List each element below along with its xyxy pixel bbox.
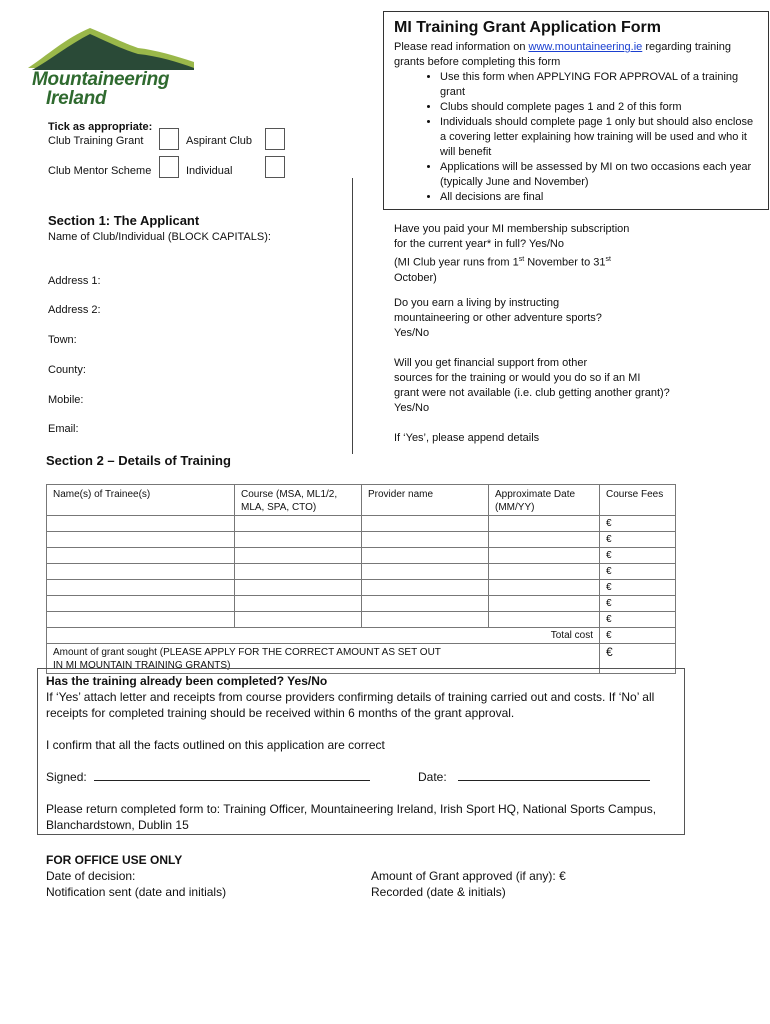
- logo-text-line-2: Ireland: [46, 88, 107, 109]
- total-cost-label: Total cost: [47, 628, 600, 644]
- club-year-sup: st: [605, 256, 611, 263]
- notification-sent-label: Notification sent (date and initials): [46, 885, 227, 899]
- total-cost-cell[interactable]: €: [600, 628, 676, 644]
- grant-sought-label: Amount of grant sought (PLEASE APPLY FOR THE CORRECT AMOUNT AS SET OUT IN MI MOUNTAIN TRAINING GRANTS): [47, 644, 600, 674]
- fee-cell[interactable]: €: [600, 548, 676, 564]
- course-cell[interactable]: [235, 564, 362, 580]
- club-training-grant-checkbox[interactable]: [159, 128, 179, 150]
- financial-support-question: [394, 356, 754, 416]
- field-address1-label: Address 1:: [48, 275, 101, 287]
- recorded-label: Recorded (date & initials): [371, 885, 506, 899]
- course-cell[interactable]: [235, 532, 362, 548]
- provider-cell[interactable]: [362, 516, 489, 532]
- course-cell[interactable]: [235, 612, 362, 628]
- field-county-label: County:: [48, 364, 86, 376]
- column-header: Course (MSA, ML1/2, MLA, SPA, CTO): [235, 485, 362, 516]
- trainee-name-cell[interactable]: [47, 612, 235, 628]
- column-header: Course Fees: [600, 485, 676, 516]
- table-row: [47, 596, 676, 612]
- trainee-name-cell[interactable]: [47, 532, 235, 548]
- fee-cell[interactable]: €: [600, 596, 676, 612]
- office-use-title: FOR OFFICE USE ONLY: [46, 853, 183, 867]
- grant-sought-cell[interactable]: €: [600, 644, 676, 674]
- training-completed-question: Has the training already been completed? Yes/No: [46, 674, 328, 688]
- club-mentor-scheme-checkbox[interactable]: [159, 156, 179, 178]
- info-bullet: • Applications will be assessed by MI on two occasions each year (typically June and November): [440, 160, 758, 190]
- form-title: MI Training Grant Application Form: [394, 19, 661, 36]
- trainee-name-cell[interactable]: [47, 548, 235, 564]
- table-row: [47, 516, 676, 532]
- table-row: [47, 612, 676, 628]
- field-town-label: Town:: [48, 334, 77, 346]
- section1-title: Section 1: The Applicant: [48, 213, 200, 228]
- provider-cell[interactable]: [362, 532, 489, 548]
- mountain-logo-icon: [26, 26, 196, 70]
- option-club-mentor-scheme-label: Club Mentor Scheme: [48, 165, 152, 177]
- table-row: [47, 532, 676, 548]
- fee-cell[interactable]: €: [600, 516, 676, 532]
- amount-approved-label: Amount of Grant approved (if any): €: [371, 869, 566, 883]
- info-intro-after: regarding training grants before completing this form: [394, 41, 731, 68]
- info-box: [383, 11, 769, 210]
- signature-line[interactable]: [94, 780, 370, 781]
- date-label: Date:: [418, 770, 447, 784]
- section2-title: Section 2 – Details of Training: [46, 453, 231, 468]
- completion-box: [37, 668, 685, 835]
- membership-question-line: October): [394, 271, 437, 284]
- financial-question-line: Will you get financial support from other: [394, 357, 588, 369]
- membership-question-line: for the current year* in full? Yes/No: [394, 238, 564, 250]
- fee-cell[interactable]: €: [600, 612, 676, 628]
- trainee-name-cell[interactable]: [47, 564, 235, 580]
- field-name-label: Name of Club/Individual (BLOCK CAPITALS):: [48, 231, 271, 243]
- field-email-label: Email:: [48, 423, 79, 435]
- aspirant-club-checkbox[interactable]: [265, 128, 285, 150]
- membership-question: [394, 222, 734, 286]
- training-details-table: [46, 484, 676, 674]
- instructing-question: [394, 296, 734, 341]
- instructing-question-line: mountaineering or other adventure sports?: [394, 312, 602, 324]
- date-of-decision-label: Date of decision:: [46, 869, 136, 883]
- date-cell[interactable]: [489, 596, 600, 612]
- instructing-question-line: Do you earn a living by instructing: [394, 297, 560, 309]
- column-header: Name(s) of Trainee(s): [47, 485, 235, 516]
- individual-checkbox[interactable]: [265, 156, 285, 178]
- provider-cell[interactable]: [362, 548, 489, 564]
- membership-question-line: Have you paid your MI membership subscription: [394, 223, 630, 235]
- provider-cell[interactable]: [362, 564, 489, 580]
- course-cell[interactable]: [235, 596, 362, 612]
- date-cell[interactable]: [489, 580, 600, 596]
- trainee-name-cell[interactable]: [47, 516, 235, 532]
- info-bullet: • Individuals should complete page 1 only but should also enclose a covering letter explaining how training will be used and who it will benefit: [440, 115, 758, 160]
- trainee-name-cell[interactable]: [47, 596, 235, 612]
- append-details-note: If ‘Yes’, please append details: [394, 432, 540, 444]
- logo-text-line-1: Mountaineering: [32, 69, 170, 90]
- course-cell[interactable]: [235, 548, 362, 564]
- mountaineering-website-link[interactable]: www.mountaineering.ie: [528, 41, 643, 53]
- column-header: Provider name: [362, 485, 489, 516]
- option-individual-label: Individual: [186, 165, 233, 177]
- date-cell[interactable]: [489, 612, 600, 628]
- confirmation-statement: I confirm that all the facts outlined on this application are correct: [46, 738, 385, 752]
- club-year-note: [394, 252, 734, 271]
- instructing-question-line: Yes/No: [394, 327, 430, 339]
- signature-row: [46, 769, 676, 785]
- info-bullet: • All decisions are final: [440, 190, 758, 205]
- total-row: [47, 628, 676, 644]
- financial-question-line: Yes/No: [394, 402, 430, 414]
- date-cell[interactable]: [489, 548, 600, 564]
- club-year-text: November to 31: [524, 256, 606, 269]
- info-bullet: • Clubs should complete pages 1 and 2 of this form: [440, 100, 758, 115]
- date-cell[interactable]: [489, 516, 600, 532]
- tick-heading: Tick as appropriate:: [48, 121, 153, 133]
- financial-question-line: sources for the training or would you do so if an MI: [394, 372, 641, 384]
- financial-question-line: grant were not available (i.e. club getting another grant)?: [394, 387, 670, 399]
- fee-cell[interactable]: €: [600, 580, 676, 596]
- return-address: Please return completed form to: Training Officer, Mountaineering Ireland, Irish Sport HQ, National Sports Campus, Blanchardstown, Dublin 15: [46, 802, 657, 832]
- fee-cell[interactable]: €: [600, 532, 676, 548]
- info-intro-before: Please read information on: [394, 41, 529, 53]
- column-divider: [352, 178, 353, 454]
- course-cell[interactable]: [235, 516, 362, 532]
- field-address2-label: Address 2:: [48, 304, 101, 316]
- course-cell[interactable]: [235, 580, 362, 596]
- option-club-training-grant-label: Club Training Grant: [48, 135, 144, 147]
- signed-label: Signed:: [46, 770, 87, 784]
- table-header-row: [47, 485, 676, 516]
- fee-cell[interactable]: €: [600, 564, 676, 580]
- club-year-text: (MI Club year runs from 1: [394, 256, 519, 269]
- info-bullet-list: [394, 70, 758, 205]
- info-bullet: • Use this form when APPLYING FOR APPROVAL of a training grant: [440, 70, 758, 100]
- column-header: Approximate Date (MM/YY): [489, 485, 600, 516]
- provider-cell[interactable]: [362, 612, 489, 628]
- club-year-sup: st: [518, 256, 525, 263]
- field-mobile-label: Mobile:: [48, 394, 84, 406]
- info-intro: [394, 40, 758, 70]
- option-aspirant-club-label: Aspirant Club: [186, 135, 253, 147]
- table-row: [47, 580, 676, 596]
- date-cell[interactable]: [489, 564, 600, 580]
- mountaineering-ireland-logo: [26, 26, 206, 110]
- date-line[interactable]: [458, 780, 650, 781]
- trainee-name-cell[interactable]: [47, 580, 235, 596]
- table-row: [47, 564, 676, 580]
- table-row: [47, 548, 676, 564]
- provider-cell[interactable]: [362, 596, 489, 612]
- training-completed-detail: If ‘Yes’ attach letter and receipts from course providers confirming details of training carried out and costs. If ‘No’ all receipts for completed training should be received within 6 months of the grant approval.: [46, 690, 655, 720]
- provider-cell[interactable]: [362, 580, 489, 596]
- date-cell[interactable]: [489, 532, 600, 548]
